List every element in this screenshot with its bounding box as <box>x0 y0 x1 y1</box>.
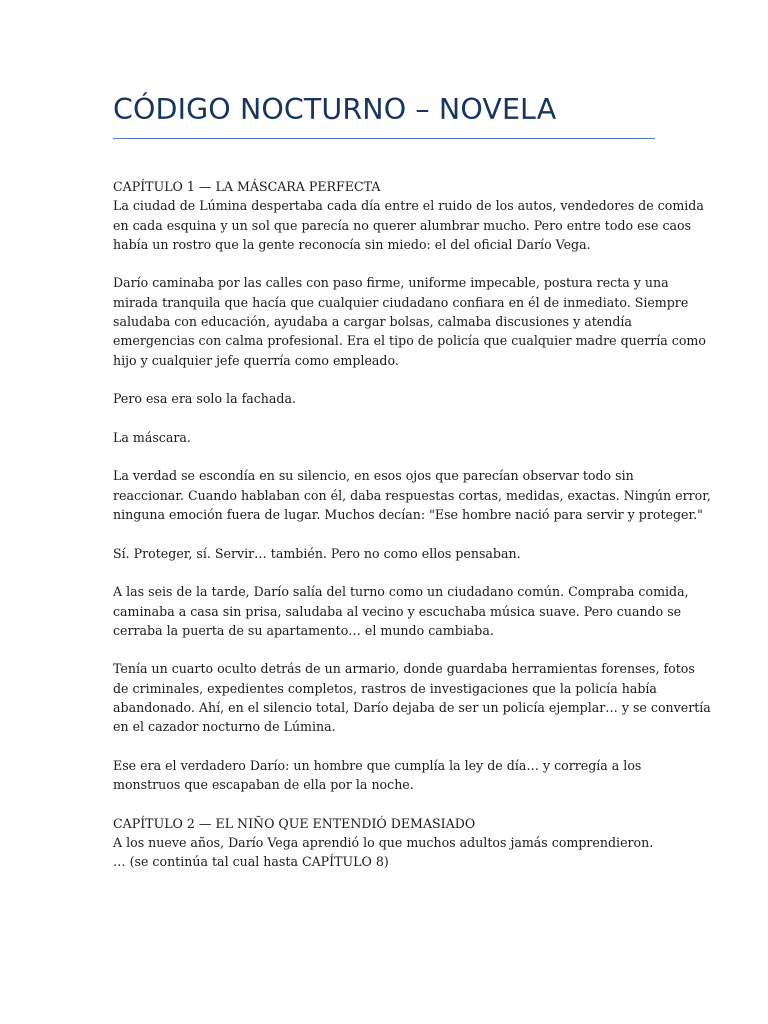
text-line: La verdad se escondía en su silencio, en esos ojos que parecían observar todo sin <box>113 468 634 484</box>
paragraph-spacer <box>113 737 658 756</box>
paragraph <box>113 756 658 795</box>
text-line: caminaba a casa sin prisa, saludaba al vecino y escuchaba música suave. Pero cuando se <box>113 603 682 619</box>
text-line: La ciudad de Lúmina despertaba cada día entre el ruido de los autos, vendedores de comida <box>113 198 704 214</box>
text-line: en cada esquina y un sol que parecía no querer alumbrar mucho. Pero entre todo ese caos <box>113 217 692 233</box>
chapter-heading-2: CAPÍTULO 2 — EL NIÑO QUE ENTENDIÓ DEMASIADO <box>113 815 476 831</box>
paragraph <box>113 659 711 736</box>
text-line: hijo y cualquier jefe querría como empleado. <box>113 352 399 368</box>
text-line: A las seis de la tarde, Darío salía del turno como un ciudadano común. Compraba comida, <box>113 584 689 600</box>
paragraph <box>113 196 704 254</box>
paragraph <box>113 466 711 524</box>
text-line: emergencias con calma profesional. Era el tipo de policía que cualquier madre querría como <box>113 333 706 349</box>
text-line: monstruos que escapaban de ella por la noche. <box>113 777 414 793</box>
paragraph-spacer <box>113 254 658 273</box>
paragraph <box>113 833 658 872</box>
paragraph-spacer <box>113 447 658 466</box>
paragraph-spacer <box>113 409 658 428</box>
paragraph <box>113 582 689 640</box>
paragraph-spacer <box>113 640 658 659</box>
text-line: Sí. Proteger, sí. Servir… también. Pero no como ellos pensaban. <box>113 545 521 561</box>
text-line: mirada tranquila que hacía que cualquier ciudadano confiara en él de inmediato. Siempre <box>113 294 689 310</box>
paragraph-spacer <box>113 370 658 389</box>
document-title: CÓDIGO NOCTURNO – NOVELA <box>113 93 557 126</box>
text-line: en el cazador nocturno de Lúmina. <box>113 719 336 735</box>
document-body <box>113 177 711 872</box>
paragraph <box>113 544 658 563</box>
paragraph <box>113 273 706 369</box>
paragraph-spacer <box>113 524 658 543</box>
text-line: La máscara. <box>113 429 191 445</box>
paragraph <box>113 389 658 408</box>
text-line: Pero esa era solo la fachada. <box>113 391 296 407</box>
paragraph-spacer <box>113 795 658 814</box>
text-line: Ese era el verdadero Darío: un hombre que cumplía la ley de día… y corregía a los <box>113 757 642 773</box>
text-line: Tenía un cuarto oculto detrás de un armario, donde guardaba herramientas forenses, fotos <box>113 661 695 677</box>
text-line: Darío caminaba por las calles con paso firme, uniforme impecable, postura recta y una <box>113 275 669 291</box>
text-line: saludaba con educación, ayudaba a cargar bolsas, calmaba discusiones y atendía <box>113 314 632 330</box>
text-line: de criminales, expedientes completos, rastros de investigaciones que la policía había <box>113 680 657 696</box>
text-line: … (se continúa tal cual hasta CAPÍTULO 8) <box>113 854 389 870</box>
text-line: cerraba la puerta de su apartamento… el mundo cambiaba. <box>113 622 494 638</box>
text-line: A los nueve años, Darío Vega aprendió lo que muchos adultos jamás comprendieron. <box>113 835 654 851</box>
paragraph <box>113 428 658 447</box>
text-line: ninguna emoción fuera de lugar. Muchos decían: "Ese hombre nació para servir y proteger." <box>113 507 703 523</box>
text-line: abandonado. Ahí, en el silencio total, Darío dejaba de ser un policía ejemplar… y se convertía <box>113 700 711 716</box>
text-line: había un rostro que la gente reconocía sin miedo: el del oficial Darío Vega. <box>113 236 591 252</box>
chapter-heading-1: CAPÍTULO 1 — LA MÁSCARA PERFECTA <box>113 179 381 194</box>
title-divider <box>113 138 655 139</box>
text-line: reaccionar. Cuando hablaban con él, daba respuestas cortas, medidas, exactas. Ningún error, <box>113 487 711 503</box>
paragraph-spacer <box>113 563 658 582</box>
